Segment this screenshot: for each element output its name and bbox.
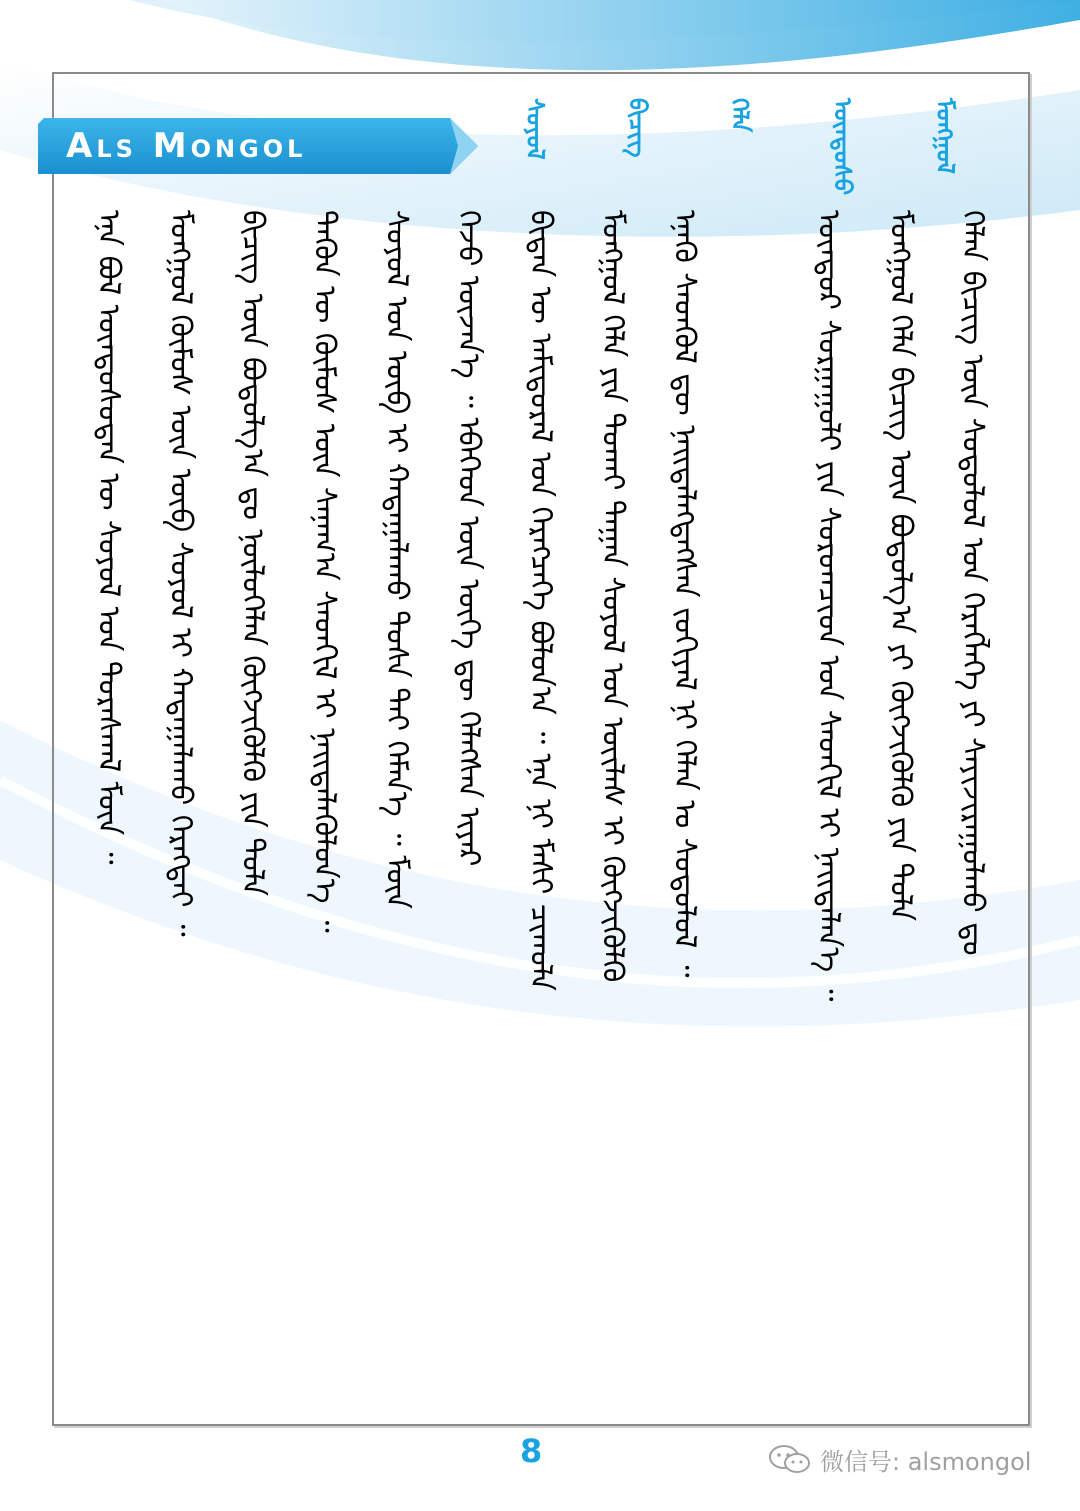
header-title-4: ᠪᠢᠴᠢᠭ	[623, 98, 652, 158]
text-line: ᠥᠨᠳᠥᠷ ᠰᠤᠷᠭᠠᠭᠤᠯᠢ ᠶᠢᠨ ᠰᠤᠷᠤᠭᠴᠢᠳ ᠤᠨ ᠰᠡᠳᠬᠢᠯ ᠢ ᠨᠡᠢᠲᠡᠯᠡᠨ᠎ᠡ ᠃	[811, 210, 846, 1002]
text-line: ᠡᠨᠡᠬᠦ ᠰᠡᠳᠬᠦᠯ ᠳᠦ ᠨᠡᠢᠲᠡᠯᠡᠭᠳᠡᠭᠰᠡᠨ ᠵᠣᠬᠢᠶᠠᠯ ᠨᠢ ᠬᠡᠯᠡᠨ ᠤ ᠰᠤᠳᠤᠯᠤᠯ ᠃	[667, 210, 702, 978]
watermark-text: 微信号: alsmongol	[820, 1448, 1032, 1476]
text-line: ᠪᠢᠴᠢᠭ ᠦᠨ ᠪᠣᠳᠣᠯᠭ᠎ᠠ ᠳᠤ ᠨᠥᠯᠦᠭᠡᠯᠡᠨ ᠬᠥᠭᠵᠢᠭᠦᠯᠬᠦ ᠶᠢᠨ ᠲᠤᠯᠠ	[235, 210, 270, 897]
header-title-2: ᠦᠨᠳᠦᠰᠦ	[828, 98, 857, 196]
body-text	[70, 210, 1010, 1390]
text-line: ᠬᠡᠯᠡᠨ ᠪᠢᠴᠢᠭ ᠦᠨ ᠰᠤᠳᠤᠯᠤᠯ ᠤᠨ ᠬᠡᠷᠡᠭᠯᠡᠭᠡ ᠶᠢ ᠰᠠᠶᠢᠵᠢᠷᠠᠭᠤᠯᠬᠤ ᠳᠤ	[955, 210, 990, 956]
text-line: ᠰᠣᠶᠣᠯ ᠤᠨ ᠥᠪ ᠢ ᠬᠠᠳᠠᠭᠠᠯᠠᠬᠤ ᠲᠤᠰᠠ ᠲᠠᠢ ᠬᠡᠮᠡᠨ᠎ᠡ ᠃ ᠮᠥᠨ	[379, 210, 414, 909]
header-title-3: ᠬᠡᠯᠡ	[726, 98, 754, 133]
text-line: ᠪᠢᠳᠡᠨ ᠦ ᠠᠮᠢᠳᠤᠷᠠᠯ ᠤᠨ ᠬᠡᠷᠡᠭᠴᠡᠭᠡ ᠪᠣᠯᠤᠨ᠎ᠠ ᠃ ᠡᠨᠡ ᠨᠢ ᠮᠠᠰᠢ ᠴᠢᠬᠤᠯᠠ	[523, 210, 558, 991]
header-titles	[500, 98, 980, 198]
page-number: 8	[520, 1432, 543, 1470]
banner-title: Als Mongol	[66, 126, 307, 166]
paragraph-gap	[738, 210, 774, 1390]
text-line: ᠮᠣᠩᠭᠣᠯ ᠬᠦᠮᠦᠰ ᠦᠨ ᠥᠪ ᠰᠣᠶᠣᠯ ᠢ ᠬᠠᠳᠠᠭᠠᠯᠠᠬᠤ ᠬᠡᠷᠡᠭᠲᠡᠢ ᠃	[163, 210, 198, 937]
header-title-5: ᠰᠣᠶᠣᠯ	[521, 98, 549, 160]
wechat-watermark	[768, 1442, 1031, 1477]
text-line: ᠮᠣᠩᠭᠣᠯ ᠬᠡᠯᠡ ᠪᠢᠴᠢᠭ ᠦᠨ ᠪᠣᠳᠣᠯᠭ᠎ᠠ ᠶᠢ ᠬᠥᠭᠵᠢᠭᠦᠯᠬᠦ ᠶᠢᠨ ᠲᠤᠯᠠ	[883, 210, 918, 922]
wechat-icon	[768, 1444, 812, 1476]
header-banner	[38, 118, 478, 174]
text-line: ᠡᠨᠡ ᠪᠣᠯ ᠦᠨᠳᠦᠰᠦᠲᠡᠨ ᠦ ᠰᠣᠶᠣᠯ ᠤᠨ ᠳᠤᠷᠠᠰᠬᠠᠯ ᠮᠥᠨ ᠃	[91, 210, 126, 865]
text-line: ᠲᠡᠭᠦᠨ ᠦ ᠬᠦᠮᠦᠰ ᠦᠨ ᠰᠠᠨᠠᠭ᠎ᠠ ᠰᠡᠳᠬᠢᠯ ᠢ ᠨᠡᠢᠲᠡᠯᠡᠭᠦᠯᠦᠨ᠎ᠡ ᠃	[307, 210, 342, 933]
text-line: ᠭᠡᠵᠦ ᠦᠵᠡᠨ᠎ᠡ ᠃ ᠡᠪᠡᠭᠡᠳ ᠦᠨ ᠦᠭᠡ ᠳᠦ ᠬᠡᠯᠡᠭᠰᠡᠨ ᠢᠶᠠᠷ	[451, 210, 486, 867]
text-line: ᠮᠣᠩᠭᠣᠯ ᠬᠡᠯᠡ ᠶᠢᠨ ᠲᠤᠬᠠᠢ ᠳᠠᠭᠠᠨ ᠰᠣᠶᠣᠯ ᠤᠨ ᠦᠢᠯᠡᠰ ᠢ ᠬᠥᠭᠵᠢᠭᠦᠯᠬᠦ	[595, 210, 630, 983]
header-title-1: ᠮᠣᠩᠭᠣᠯ	[931, 98, 959, 174]
